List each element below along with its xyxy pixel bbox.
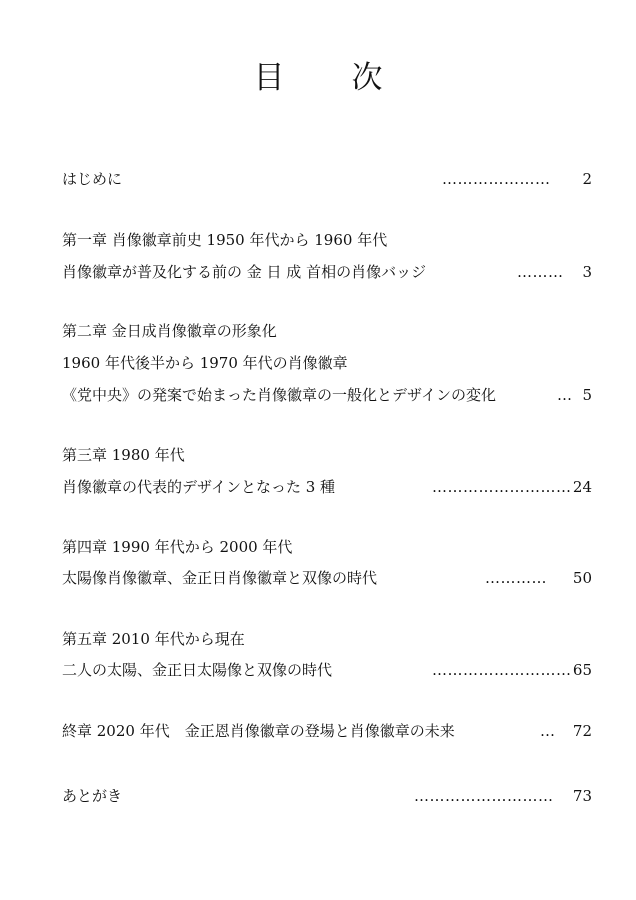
toc-page-number: 65 xyxy=(572,661,592,679)
toc-leader: … xyxy=(540,722,556,740)
toc-leader: ………………… xyxy=(442,170,551,188)
page-title: 目 次 xyxy=(253,60,401,96)
toc-entry-text: 第二章 金日成肖像徽章の形象化 xyxy=(62,322,277,340)
toc-entry-text: 1960 年代後半から 1970 年代の肖像徽章 xyxy=(62,354,348,372)
toc-entry-text: 第四章 1990 年代から 2000 年代 xyxy=(62,538,293,556)
toc-entry-text: 二人の太陽、金正日太陽像と双像の時代 xyxy=(62,661,333,679)
toc-entry-text: あとがき xyxy=(62,787,123,805)
toc-leader: ……………………… xyxy=(432,661,572,679)
toc-page-number: 2 xyxy=(582,170,592,188)
toc-page-number: 73 xyxy=(572,787,592,805)
toc-entry-text: 肖像徽章が普及化する前の 金 日 成 首相の肖像バッジ xyxy=(62,263,427,281)
toc-entry-text: 終章 2020 年代 金正恩肖像徽章の登場と肖像徽章の未来 xyxy=(62,722,455,740)
toc-leader: ………… xyxy=(485,569,547,587)
toc-entry-text: 第一章 肖像徽章前史 1950 年代から 1960 年代 xyxy=(62,231,388,249)
toc-leader: ……………………… xyxy=(432,478,572,496)
toc-entry-text: 第五章 2010 年代から現在 xyxy=(62,630,245,648)
toc-entry-text: はじめに xyxy=(62,170,123,188)
toc-page-number: 50 xyxy=(572,569,592,587)
toc-entry-text: 肖像徽章の代表的デザインとなった 3 種 xyxy=(62,478,336,496)
toc-leader: ……… xyxy=(517,263,564,281)
toc-page-number: 5 xyxy=(582,386,592,404)
toc-leader: ……………………… xyxy=(414,787,554,805)
toc-entry-text: 《党中央》の発案で始まった肖像徽章の一般化とデザインの変化 xyxy=(62,386,496,404)
toc-leader: … xyxy=(557,386,573,404)
toc-page-number: 72 xyxy=(572,722,592,740)
toc-entry-text: 太陽像肖像徽章、金正日肖像徽章と双像の時代 xyxy=(62,569,378,587)
toc-page-number: 3 xyxy=(582,263,592,281)
toc-entry-text: 第三章 1980 年代 xyxy=(62,446,185,464)
toc-page-number: 24 xyxy=(572,478,592,496)
